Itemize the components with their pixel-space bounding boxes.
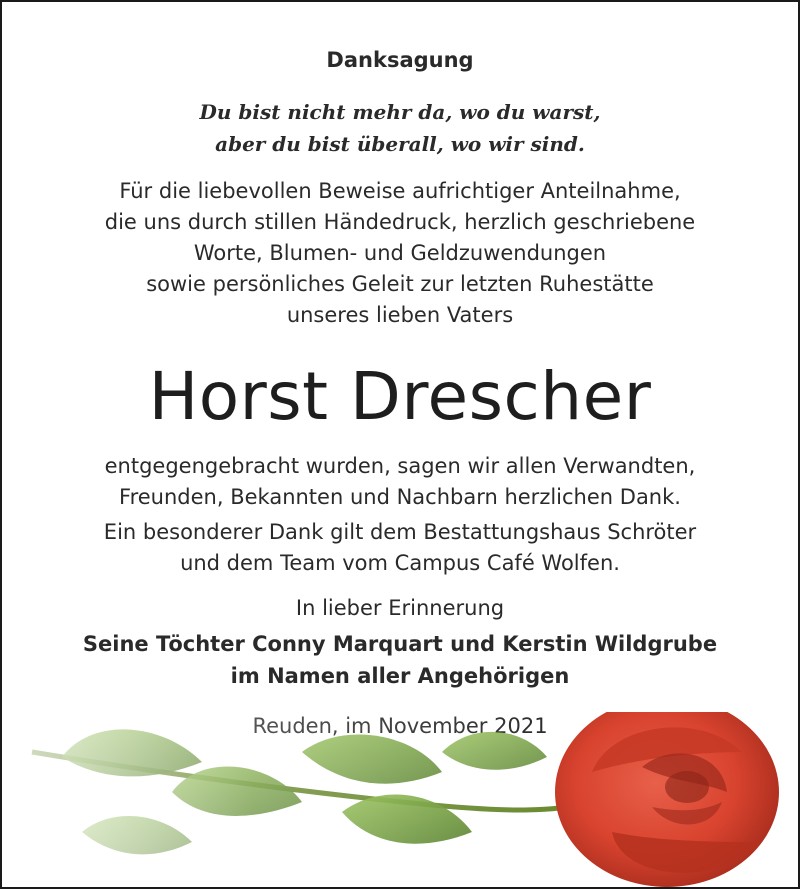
intro-line: unseres lieben Vaters — [286, 303, 514, 327]
rose-bloom — [555, 712, 779, 887]
thanks-line: entgegengebracht wurden, sagen wir allen Verwandten, — [104, 454, 696, 478]
intro-line: Worte, Blumen- und Geldzuwendungen — [193, 241, 607, 265]
intro-line: die uns durch stillen Händedruck, herzlich geschriebene — [104, 210, 696, 234]
intro-line: sowie persönliches Geleit zur letzten Ruhestätte — [146, 272, 654, 296]
special-thanks-line: und dem Team vom Campus Café Wolfen. — [180, 551, 620, 575]
thanks-line: Freunden, Bekannten und Nachbarn herzlichen Dank. — [119, 485, 681, 509]
intro-paragraph — [2, 176, 798, 331]
signers-line-2: im Namen aller Angehörigen — [230, 664, 570, 688]
red-rose-image — [2, 712, 798, 887]
notice-content — [2, 2, 798, 887]
notice-heading: Danksagung — [326, 48, 474, 72]
intro-line: Für die liebevollen Beweise aufrichtiger Anteilnahme, — [119, 179, 681, 203]
verse-line-1: Du bist nicht mehr da, wo du warst, — [199, 100, 601, 124]
signers-line-1: Seine Töchter Conny Marquart und Kerstin Wildgrube — [82, 632, 718, 656]
special-thanks-paragraph — [2, 517, 798, 579]
deceased-name: Horst Drescher — [148, 358, 652, 435]
closing-phrase: In lieber Erinnerung — [295, 596, 505, 620]
verse-line-2: aber du bist überall, wo wir sind. — [215, 132, 585, 156]
special-thanks-line: Ein besonderer Dank gilt dem Bestattungshaus Schröter — [103, 520, 697, 544]
thanks-paragraph — [2, 451, 798, 513]
